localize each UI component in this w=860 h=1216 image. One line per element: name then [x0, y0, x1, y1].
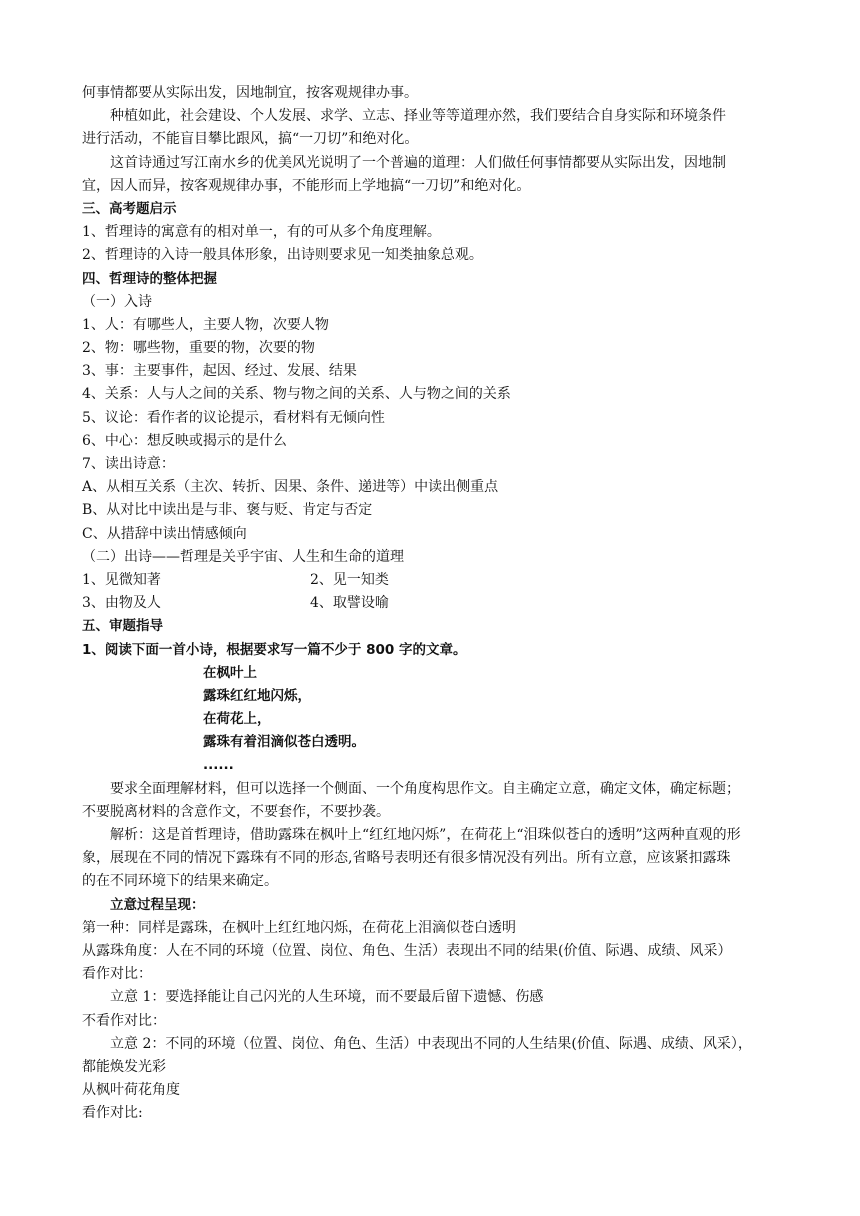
list-item: 2、见一知类 [310, 571, 389, 588]
list-item: A、从相互关系（主次、转折、因果、条件、递进等）中读出侧重点 [82, 479, 499, 496]
poem-line: 在荷花上， [203, 711, 271, 728]
text-line: 宜，因人而异，按客观规律办事，不能形而上学地搞“一刀切”和绝对化。 [82, 177, 531, 194]
text-line: 种植如此，社会建设、个人发展、求学、立志、择业等等道理亦然，我们要结合自身实际和环境条件 [110, 108, 726, 125]
analysis-text: 的在不同环境下的结果来确定。 [82, 873, 278, 890]
text-line: 这首诗通过写江南水乡的优美风光说明了一个普遍的道理：人们做任何事情都要从实际出发，因地制 [110, 154, 726, 171]
list-item: 4、取譬设喻 [310, 595, 389, 612]
text-line: 看作对比： [82, 966, 152, 983]
text-line: 看作对比: [82, 1105, 143, 1122]
requirement-text: 不要脱离材料的含意作文，不要套作，不要抄袭。 [82, 803, 390, 820]
text-line: 何事情都要从实际出发，因地制宜，按客观规律办事。 [82, 85, 418, 101]
requirement-text: 要求全面理解材料，但可以选择一个侧面、一个角度构思作文。自主确定立意，确定文体，确定标题； [110, 780, 740, 797]
two-column-row [82, 569, 782, 592]
list-item: 4、关系：人与人之间的关系、物与物之间的关系、人与物之间的关系 [82, 386, 511, 403]
list-item: 1、人：有哪些人，主要人物，次要人物 [82, 316, 329, 333]
question-prompt: 1、阅读下面一首小诗，根据要求写一篇不少于 800 字的文章。 [82, 641, 467, 658]
subsection-heading: （一）入诗 [82, 293, 152, 310]
poem-line: ...... [203, 757, 234, 774]
list-item: 5、议论：看作者的议论提示，看材料有无倾向性 [82, 409, 385, 426]
list-item: B、从对比中读出是与非、褒与贬、肯定与否定 [82, 502, 373, 519]
section-heading: 三、高考题启示 [82, 200, 177, 217]
text-line: 立意 1：要选择能让自己闪光的人生环境，而不要最后留下遗憾、伤感 [110, 989, 544, 1006]
text-line: 第一种：同样是露珠，在枫叶上红红地闪烁，在荷花上泪滴似苍白透明 [82, 919, 516, 936]
list-item: C、从措辞中读出情感倾向 [82, 525, 247, 542]
list-item: 3、事：主要事件，起因、经过、发展、结果 [82, 363, 357, 380]
analysis-text: 象，展现在不同的情况下露珠有不同的形态,省略号表明还有很多情况没有列出。所有立意，应该紧扣露珠 [82, 850, 731, 867]
text-line: 都能焕发光彩 [82, 1058, 166, 1075]
process-heading: 立意过程呈现： [110, 896, 205, 913]
text-line: 不看作对比： [82, 1012, 166, 1029]
list-item: 2、物：哪些物，重要的物，次要的物 [82, 340, 315, 357]
poem-line: 露珠红红地闪烁， [203, 687, 311, 704]
text-line: 从枫叶荷花角度 [82, 1082, 180, 1099]
subsection-heading: （二）出诗——哲理是关乎宇宙、人生和生命的道理 [82, 548, 404, 565]
document-page [82, 82, 782, 1125]
list-item: 1、见微知著 [82, 571, 161, 588]
text-line: 立意 2：不同的环境（位置、岗位、角色、生活）中表现出不同的人生结果(价值、际遇、成绩、风采）， [110, 1035, 752, 1052]
list-item: 2、哲理诗的入诗一般具体形象，出诗则要求见一知类抽象总观。 [82, 247, 483, 264]
list-item: 1、哲理诗的寓意有的相对单一，有的可从多个角度理解。 [82, 224, 441, 241]
poem-line: 在枫叶上 [203, 664, 257, 681]
two-column-row [82, 592, 782, 615]
section-heading: 五、审题指导 [82, 618, 163, 635]
section-heading: 四、哲理诗的整体把握 [82, 270, 217, 287]
poem-line: 露珠有着泪滴似苍白透明。 [203, 734, 365, 751]
list-item: 6、中心：想反映或揭示的是什么 [82, 432, 287, 449]
list-item: 7、读出诗意： [82, 456, 175, 472]
text-line: 进行活动，不能盲目攀比跟风，搞“一刀切”和绝对化。 [82, 131, 419, 148]
analysis-text: 解析：这是首哲理诗，借助露珠在枫叶上“红红地闪烁”，在荷花上“泪珠似苍白的透明”这两种直观的形 [110, 827, 741, 843]
list-item: 3、由物及人 [82, 595, 161, 612]
text-line: 从露珠角度：人在不同的环境（位置、岗位、角色、生活）表现出不同的结果(价值、际遇、成绩、风采） [82, 942, 732, 959]
